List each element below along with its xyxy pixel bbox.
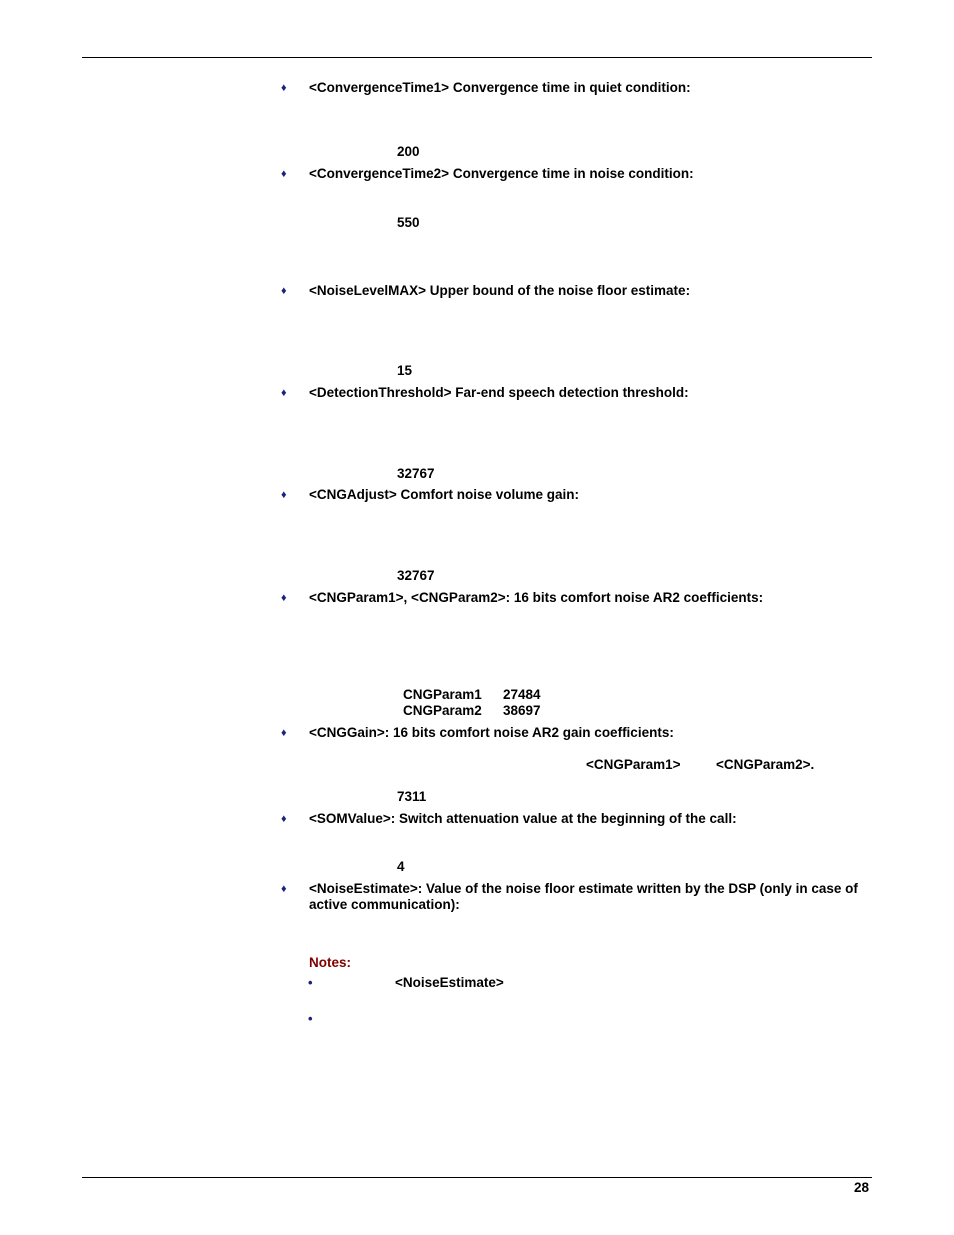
param-cng-gain: <CNGGain>: 16 bits comfort noise AR2 gain coefficients: [309, 725, 674, 740]
param-cng-adjust-default: 32767 [397, 568, 435, 583]
param-convergence-time2: <ConvergenceTime2> Convergence time in noise condition: [309, 166, 694, 181]
cng-param1-name: CNGParam1 [403, 687, 482, 702]
diamond-bullet-icon: ♦ [281, 285, 287, 297]
diamond-bullet-icon: ♦ [281, 489, 287, 501]
diamond-bullet-icon: ♦ [281, 168, 287, 180]
diamond-bullet-icon: ♦ [281, 592, 287, 604]
cng-gain-ref-param1: <CNGParam1> [586, 757, 681, 772]
param-detection-threshold-default: 32767 [397, 466, 435, 481]
param-convergence-time1: <ConvergenceTime1> Convergence time in quiet condition: [309, 80, 691, 95]
param-noise-level-max-default: 15 [397, 363, 413, 378]
footer-rule [82, 1177, 872, 1178]
cng-param1-value: 27484 [503, 687, 541, 702]
notes-heading: Notes: [309, 955, 352, 970]
param-detection-threshold: <DetectionThreshold> Far-end speech detection threshold: [309, 385, 689, 400]
diamond-bullet-icon: ♦ [281, 883, 287, 895]
diamond-bullet-icon: ♦ [281, 387, 287, 399]
param-convergence-time1-default: 200 [397, 144, 420, 159]
round-bullet-icon: • [308, 975, 313, 990]
param-cng-gain-default: 7311 [397, 789, 427, 804]
diamond-bullet-icon: ♦ [281, 82, 287, 94]
round-bullet-icon: • [308, 1011, 313, 1026]
diamond-bullet-icon: ♦ [281, 727, 287, 739]
param-convergence-time2-default: 550 [397, 215, 420, 230]
diamond-bullet-icon: ♦ [281, 813, 287, 825]
header-rule [82, 57, 872, 58]
page-number: 28 [853, 1180, 869, 1195]
param-noise-estimate: <NoiseEstimate>: Value of the noise floor estimate written by the DSP (only in case of active communication): [309, 881, 858, 912]
notes-item-1: <NoiseEstimate> [395, 975, 504, 990]
param-som-value: <SOMValue>: Switch attenuation value at the beginning of the call: [309, 811, 737, 826]
param-som-value-default: 4 [397, 859, 405, 874]
param-noise-level-max: <NoiseLevelMAX> Upper bound of the noise floor estimate: [309, 283, 691, 298]
param-cng-params: <CNGParam1>, <CNGParam2>: 16 bits comfort noise AR2 coefficients: [309, 590, 764, 605]
param-cng-adjust: <CNGAdjust> Comfort noise volume gain: [309, 487, 580, 502]
cng-param2-value: 38697 [503, 703, 541, 718]
cng-gain-ref-param2: <CNGParam2>. [716, 757, 815, 772]
cng-param2-name: CNGParam2 [403, 703, 482, 718]
